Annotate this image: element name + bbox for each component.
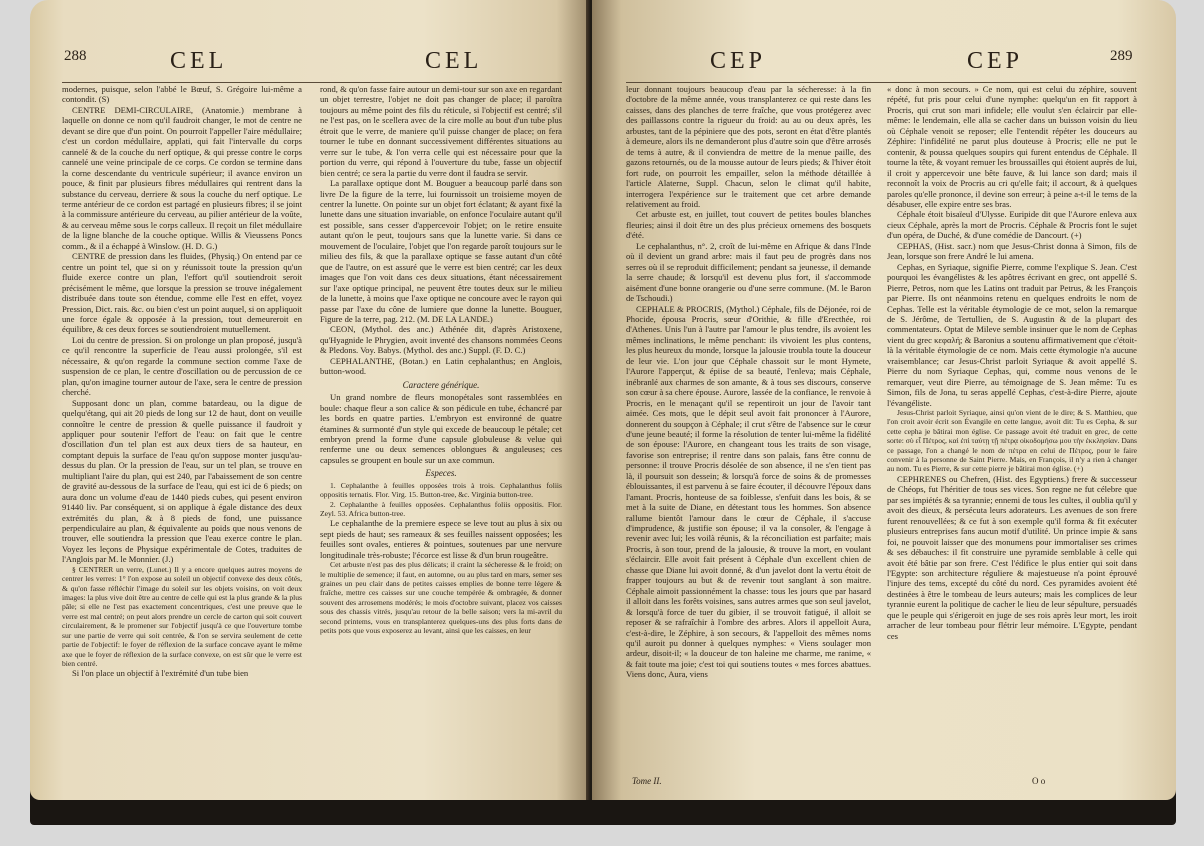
section-heading: Caractere générique. xyxy=(402,379,480,390)
right-column-1 xyxy=(626,84,871,680)
paragraph: Loi du centre de pression. Si on prolonge un plan proposé, jusqu'à ce qu'il rencontre la superficie de l'eau aussi prolongée, s'il est nécessaire, & qu'on regarde la commune section comme l'axe de suspension de ce plan, le centre d'oscillation ou de percussion de ce plan, qu'on imagine tourner autour de l'axe, sera le centre de pression cherché. xyxy=(62,334,302,398)
species-entry: 2. Cephalanthe à feuilles opposées. Cephalanthus foliis oppositis. Flor. Zeyl. 53. Africa button-tree. xyxy=(320,499,562,518)
paragraph: CEON, (Mythol. des anc.) Athénée dit, d'après Aristoxene, qu'Hyagnide le Phrygien, avoit inventé des chansons nommées Ceons & Pledons. Voy. Babys. (Mythol. des anc.) Suppl. (F. D. C.) xyxy=(320,324,562,356)
section-heading: Especes. xyxy=(425,468,457,479)
paragraph: CENTRE DEMI-CIRCULAIRE, (Anatomie.) membrane à laquelle on donne ce nom qu'il faudroit changer, le mot de centre ne devant se dire que d'un point. On pourroit l'appeller l'aire médullaire; c'est un cordon médullaire, applati, qui fait l'intervalle du corps cannelé & de la couche du nerf optique, & qui presse contre le corps cannelé une veine principale de ce corps. Ce cordon se termine dans la corne descendante du ventricule supérieur; il avance environ un pouce, & finit par plusieurs fibres médullaires qui rentrent dans la substance du cerveau, derriere & sous la couche du nerf optique. Le terme antérieur de ce cordon est partagé en plusieurs fibres; il se joint à la commissure antérieure du cerveau, au pilier antérieur de la voûte, & au cerveau même sous le corps calleux. Il reçoit un filet médullaire de la ligne blanche de la couche optique. Willis & Vieussens Poncs comm., & il a échappé à Winslow. (H. D. G.) xyxy=(62,104,302,251)
paragraph: CEPHRENES ou Chefren, (Hist. des Egyptiens.) frere & successeur de Chéops, fut l'héritier de tous ses vices. Son regne ne fut célebre que par ses impiétés & sa tyrannie; ennemi de tous les cultes, il oublia qu'il y avoit des dieux, & persécuta leurs adorateurs. Les avenues de son frere furent renouvellées; & ce fut à son exemple qu'il forma & fit exécuter plusieurs entreprises fans aucun motif d'utilité. Un prince impie & sans foi, ne pouvoit laisser que des monumens pour immortaliser ses crimes & ses débauches: il fit construire une pyramide semblable à celle qui avoit été bâtie par son frere. C'est l'édifice le plus entier qui soit dans l'Egypte: son architecture réguliere & majestueuse n'a point éprouvé l'injure des tems, excepté du côté du nord. Ces pyramides avoient été destinées à être le tombeau de leurs auteurs; mais les complices de leur tyrannie eurent la politique de cacher le lieu de leur sépulture, persuadés que le peuple qui s'érigeroit en juge de ses rois après leur mort, les iroit arracher de leur tombeau pour flétrir leur mémoire. L'Egypte, pendant ces xyxy=(887,473,1137,641)
left-running-head-1: CEL xyxy=(170,48,228,74)
paragraph: La parallaxe optique dont M. Bouguer a beaucoup parlé dans son livre De la figure de la terre, lui fournissoit un troisieme moyen de centrer la lunette. On pointe sur un objet fort éclatant; & ayant fixé la lunette dans une situation invariable, on enfonce l'oculaire autant qu'il est possible, sans cesser d'appercevoir l'objet; on le retire ensuite autant qu'on le peut, toujours sans que la lunette varie. Si dans ce mouvement de l'oculaire, l'objet que l'on regarde paroît toujours sur le milieu des fils, & que la parallaxe optique se fasse autant d'un côté que de l'autre, on est assuré que le verre est bien centré; car les deux images que l'on voit dans ces deux situations, étant nécessairement sur l'axe optique principal, ne peuvent être toutes deux sur le milieu de la lunette, à moins que l'axe optique ne concoure avec le rayon qui passe par l'axe du cône de lumiere que donne la lunette. Bouguer, Figure de la terre, pag. 212. (M. DE LA LANDE.) xyxy=(320,178,562,324)
left-column-2 xyxy=(320,84,562,635)
paragraph: Le cephalanthus, n°. 2, croît de lui-même en Afrique & dans l'Inde où il devient un grand arbre: mais il faut peu de progrès dans nos serres où il se reproduit difficilement; pendant sa jeunesse, il demande la serre chaude; & lorsqu'il est devenu plus fort, il s'accommode aisément d'une bonne orangerie ou d'une serre commune. (M. le Baron de Tschoudi.) xyxy=(626,240,871,304)
paragraph: « donc à mon secours. » Ce nom, qui est celui du zéphire, souvent répété, fut pris pour celui d'une nymphe: quelqu'un en fit rapport à Procris, qui crut son mari infidele; elle voulut s'en éclaircir par elle-même: le lendemain, elle alla se cacher dans un buisson voisin du lieu où Céphale venoit se reposer; elle l'entendit répéter les douceurs au Zéphire: l'infidélité ne parut plus douteuse à Procris; elle ne put le contenir, & poussa quelques soupirs qui furent entendus de Céphale. Il tourne la tête, & voyant remuer les broussailles qui étoient auprès de lui, il croit y appercevoir une bête fauve, & lui lance son dard; mais il reconnoît la voix de Procris au cri qu'elle fait; il accourt, & à quelques paroles qu'elle prononce, il devine son erreur; à peine a-t-il le tems de la désabuser, elle expire entre ses bras. xyxy=(887,84,1137,209)
paragraph: CEPHALANTHE, (Botan.) en Latin cephalanthus; en Anglois, button-wood. xyxy=(320,355,562,377)
volume-signature: Tome II. xyxy=(632,776,662,786)
paragraph: leur donnant toujours beaucoup d'eau par la sécheresse: à la fin d'octobre de la même année, vous transplanterez ce qui reste dans les caisses, dans des planches de terre fraîche, que vous protégerez avec des paillassons contre la rigueur du froid: au au ou deux après, les arbustes, tant de la pépiniere que des pots, seront en état d'être plantés à demeure, alors ils ne demanderont plus d'autre soin que d'être arrosés de tems à autre, & il conviendra de mettre de la menue paille, des gazons retournés, ou de la mousse autour de leurs pieds; & l'hiver étoit fort rude, on pourroit les empailler, selon la méthode détaillée à l'article Alaterne, Suppl. Chacun, selon le climat qu'il habite, interrogera l'expérience sur le traitement que cet arbre demande relativement au froid. xyxy=(626,84,871,209)
paragraph: rond, & qu'on fasse faire autour un demi-tour sur son axe en regardant un objet terrestre, l'objet ne doit pas changer de place; il paroîtra toujours au même point des fils du réticule, si l'objectif est centré; s'il ne l'est pas, on le scellera avec de la cire molle au bout d'un tube plus étroit que le verre, de maniere qu'il puisse changer de place; on fera tourner le tube en donnant successivement différentes situations au verre sur le tube, & l'on verra celle qui est nécessaire pour que la portion du verre, qui répond à l'ouverture du tube, fasse un objectif bien centré; ce sera la partie du verre dont il faudra se servir. xyxy=(320,84,562,178)
right-running-head-1: CEP xyxy=(710,48,767,74)
gathering-signature: O o xyxy=(1032,776,1046,786)
paragraph: Cet arbuste n'est pas des plus délicats; il craint la sécheresse & le froid; on le multiplie de semence; il faut, en automne, ou au plus tard en mars, semer ses graines un peu clair dans de petites caisses emplies de bonne terre légere & fraîche, mettre ces caisses sur une couche tempérée & ombragée, & donner souvent des arrosemens modérés; le mois d'octobre suivant, placez vos caisses sous des chassis vitrés, jusqu'au retour de la belle saison; vers la mi-avril du second printems, vous en transplanterez quelques-uns des plus forts dans de petits pots que vous exposerez au levant, ainsi que les caisses, en leur xyxy=(320,560,562,636)
right-column-2 xyxy=(887,84,1137,641)
paragraph: Cephas, en Syriaque, signifie Pierre, comme l'explique S. Jean. C'est pourquoi les évangélistes & les apôtres écrivant en grec, ont appellé S. Pierre, Petros, nom que les Latins ont traduit par Petrus, & les François par Pierre. Ils ont néanmoins retenu en quelques endroits le nom de Cephas. Telle est la véritable étymologie de ce mot, selon la remarque de S. Jérôme, de Tertullien, de S. Augustin & de la plupart des commentateurs. Optat de Mileve semble insinuer que le nom de Cephas vient du grec κεφαλή; & Baronius a soutenu affirmativement que c'étoit-là la véritable étymologie de ce nom. Mais cette étymologie n'a aucune vraisemblance; car Jesus-Christ parloit Syriaque & avoit appellé S. Pierre du nom Syriaque Cephas, qui, comme nous venons de le remarquer, veut dire Pierre, au témoignage de S. Jean même: Tu es Simon, fils de Jona, tu seras appellé Cephas, c'est-à-dire Pierre, ajoute l'évangéliste. xyxy=(887,261,1137,408)
paragraph: Si l'on place un objectif à l'extrémité d'un tube bien xyxy=(72,668,249,679)
paragraph: Le cephalanthe de la premiere espece se leve tout au plus à six ou sept pieds de haut; ses rameaux & ses feuilles naissent opposées; les feuilles sont ovales, entieres & pointues, soutenues par une nervure longitudinale très-robuste; l'écorce est lisse & d'un brun rougeâtre. xyxy=(320,518,562,560)
paragraph: CEPHAS, (Hist. sacr.) nom que Jesus-Christ donna à Simon, fils de Jean, lorsque son frere André le lui amena. xyxy=(887,240,1137,262)
paragraph: Céphale étoit bisaïeul d'Ulysse. Euripide dit que l'Aurore enleva aux cieux Céphale, après la mort de Procris. Céphale & Procris font le sujet d'un opéra, de Duché, & d'une comédie de Dancourt. (+) xyxy=(887,209,1137,241)
paragraph: CENTRE de pression dans les fluides, (Physiq.) On entend par ce centre un point tel, que si on y réunissoit toute la pression qu'un fluide exerce contre un plan, l'effort qu'il soutiendroit seroit précisément le même, que lorsque la pression se trouve inégalement distribuée dans toute son étendue, comme elle l'est en effet, voyez Pression, Dict. rais. &c. ou bien c'est un point auquel, si on appliquoit une force égale & opposée à la pression, tout demeureroit en équilibre, & ces deux forces se soutiendroient mutuellement. xyxy=(62,251,302,335)
paragraph: Jesus-Christ parloit Syriaque, ainsi qu'on vient de le dire; & S. Matthieu, que l'on croit avoir écrit son Évangile en cette langue, avoit dit: Tu es Cepha, & sur cette cepha je bâtirai mon église. Ce passage avoit été traduit en grec, de cette sorte: σὺ εἶ Πέτρος, καὶ ἐπὶ ταύτῃ τῇ πέτρᾳ οἰκοδομήσω μου τὴν ἐκκλησίαν. Dans ce passage, l'on a changé le nom de πέτρα en celui de Πέτρος, pour le faire convenir à la personne de Saint Pierre. Mais, en François, il n'y a rien à changer au nom. Tu es Pierre, & sur cette pierre je bâtirai mon église. (+) xyxy=(887,408,1137,474)
left-header-rule xyxy=(62,82,562,83)
paragraph: Un grand nombre de fleurs monopétales sont rassemblées en boule: chaque fleur a son calice & son pédicule en tube, échancré par les bords en quatre parties. L'embryon est environné de quatre étamines & surmonté d'un style qui excede de beaucoup le pétale; cet embryon prend la forme d'une capsule globuleuse & velue qui renferme une ou deux semences oblongues & anguleuses; ces capsules se groupent en boule sur un axe commun. xyxy=(320,392,562,465)
paragraph: Cet arbuste est, en juillet, tout couvert de petites boules blanches fleuries; ainsi il doit être un des plus précieux ornemens des bosquets d'été. xyxy=(626,209,871,241)
paragraph: Supposant donc un plan, comme batardeau, ou la digue de quelqu'étang, qui ait 20 pieds de long sur 12 de haut, dont on veuille connoître le centre de pression & quelle puissance il faudroit y appliquer pour soutenir l'effort de l'eau: on fait que le centre d'oscillation d'un tel plan est aux deux tiers de sa hauteur, en comptant depuis la surface de l'eau qu'on suppose monter jusqu'au-dessus du plan. Or la pression de l'eau, sur un tel plan, se trouve en multipliant l'aire du plan, qui est 240, par l'abaissement de son centre de gravité au-dessous de la surface de l'eau, qui est ici de 6 pieds; on aura donc un volume d'eau de 1440 pieds cubes, qui pesent environ 91440 liv. Par conséquent, si on applique à égale distance des deux extrémités du plan, & à 8 pieds de fond, une puissance perpendiculaire au plan, & équivalente au poids que nous venons de trouver, elle soutiendra la pression que l'eau exerce contre le plan. Voyez les leçons de Physique expérimentale de Cotes, traduites de l'Anglois par M. le Monnier. (J.) xyxy=(62,397,302,565)
right-page xyxy=(592,0,1176,800)
left-page-number: 288 xyxy=(64,48,87,64)
paragraph: § CENTRER un verre, (Lunet.) Il y a encore quelques autres moyens de centrer les verres: 1° l'on expose au soleil un objectif convexe des deux côtés, & qu'on fasse réfléchir l'image du soleil sur les objets voisins, on voit deux images: la plus vive doit être au centre de celle qui est la plus grande & la plus pâle; si elle ne l'est pas exactement concentriques, c'est une preuve que le verre est mal centré; on peut alors prendre un cercle de carton qui soit couvert circulairement, & le promener sur l'objectif jusqu'à ce que l'ouverture tombe sur une partie de verre qui soit centrée, & l'on se servira seulement de cette partie de l'objectif: le foyer de réflexion de la surface concave ayant le même axe que le foyer de réflexion de la surface convexe, on est sûr que le verre est bien centré. xyxy=(62,564,302,668)
paragraph: CEPHALE & PROCRIS, (Mythol.) Céphale, fils de Déjonée, roi de Phocide, épousa Procris, sœur d'Orithie, & fille d'Erecthée, roi d'Athenes. Unis l'un à l'autre par l'amour le plus tendre, ils avoient les mêmes inclinations, le même penchant: ils vivoient les plus contens, les plus heureux du monde, lorsque la jalousie troubla toute la douceur de leur vie. L'on jour que Céphale chassoit sur le mont Hymete, l'Aurore l'apperçut, & épiise de sa beauté, l'enleva; mais Céphale, inébranlé aux charmes de son amante, & à tous ses discours, conserve son cœur à sa chere épouse. Aurore, lassée de la confiance, le renvoie à Procris, en le menaçant qu'il se repentiroit un jour de l'avoir tant aimée. Ces mots, que le dépit seul avoit fait prononcer à l'Aurore, donnerent du soupçon à Céphale; il crut s'être de l'absence sur le cœur d'une jeune beauté; il forme la résolution de tenter lui-même la fidélité de son épouse: l'Aurore, en changeant tous les traits de son visage, favorise son entreprise; il rentre dans son palais, fans être connu de personne: il trouve Procris désolée de son absence, il ne s'en tient pas là, il poursuit son dessein; & lorsqu'à force de soins & de promesses éblouissantes, il est parvenu à se faire écouter, il découvre l'époux dans l'amant. Procris, honteuse de sa foiblesse, s'enfuit dans les bois, & se met à la suite de Diane, en détestant tous les hommes. Son absence rallume bientôt l'amour dans le cœur de Céphale, il s'accuse d'imprudence, & justifie son épouse; il va la consoler, & l'engage à revenir avec lui; les voilà réunis, & la réconciliation est parfaite; mais Procris, à son tour, prend de la jalousie, & trouve la mort, en voulant s'éclaircir. Elle avoit fait présent à Céphale d'un excellent chien de chasse que Diane lui avoit donné, & d'un javelot dont la vertu étoit de frapper toujours au but & de revenir tout sanglant à son maitre. Céphale aimoit passionnément la chasse: tous les jours que par hasard il alloit dans les forêts voisines, sans autres armes que son seul javelot, & lorsqu'à force de tuer du gibier, il se trouvoit fatigué, il alloit se reposer & se rafraîchir à l'ombre des arbres. Alors il appelloit Aura, c'est-à-dire, le Zéphire, à son secours, & l'appelloit des mêmes noms qu'il auroit pu donner à quelques nymphes: « Viens soulager mon ardeur, disoit-il; « la douceur de ton haleine me charme, me ranime, « & fait toute ma joie; c'est toi qui soutiens toutes « mes forces abattues. Viens donc, Aura, viens xyxy=(626,303,871,680)
right-running-head-2: CEP xyxy=(967,48,1024,74)
right-page-number: 289 xyxy=(1110,48,1133,64)
species-entry: 1. Cephalanthe à feuilles opposées trois à trois. Cephalanthus foliis oppositis ternatis. Flor. Virg. 15. Button-tree, &c. Virginia button-tree. xyxy=(320,480,562,500)
left-column-1 xyxy=(62,84,302,679)
paragraph: modernes, puisque, selon l'abbé le Bœuf, S. Grégoire lui-même a contondit. (S) xyxy=(62,84,302,105)
left-page xyxy=(30,0,590,800)
right-header-rule xyxy=(626,82,1136,83)
left-running-head-2: CEL xyxy=(425,48,483,74)
